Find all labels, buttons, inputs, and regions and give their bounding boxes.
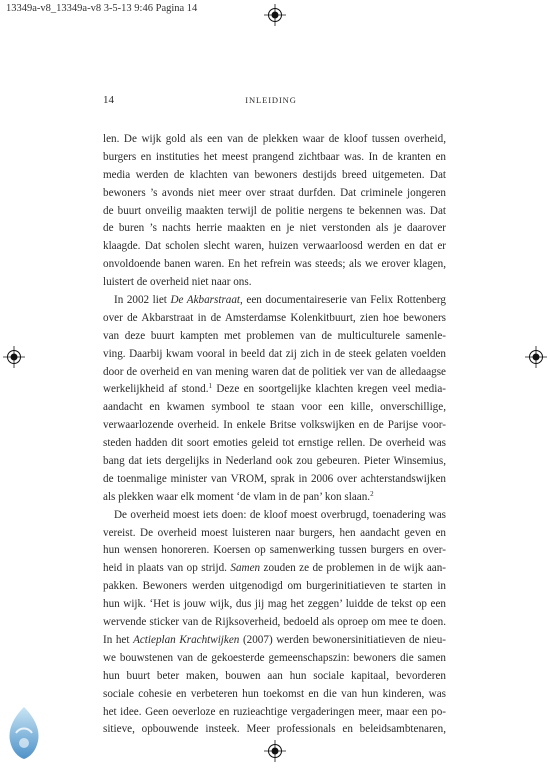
text-line: [103, 185, 446, 203]
text-line: [103, 578, 446, 596]
text-segment: , een documentaireserie van Felix Rottenberg: [240, 294, 446, 307]
running-head: [103, 94, 439, 108]
text-segment: burgers en instituties het meest prangend zichtbaar was. In de kranten en: [103, 150, 446, 163]
text-line: [103, 704, 446, 722]
text-segment: sitieve, opbouwende insteek. Meer professionals en beleidsambtenaren,: [103, 723, 446, 736]
text-segment: In het: [103, 633, 134, 646]
text-line: [103, 560, 446, 578]
text-segment: media werden de klachten van bewoners destijds breed uitgemeten. Dat: [103, 168, 446, 181]
text-line: [103, 614, 446, 632]
text-segment: we bouwstenen van de gekoesterde gemeenschapszin: bewoners die samen: [103, 651, 446, 664]
text-line: [103, 686, 446, 704]
text-segment: hun wijk. ‘Het is jouw wijk, dus jij mag het zeggen’ luidde de tekst op een: [103, 598, 446, 611]
text-segment: de toenmalige minister van VROM, sprak in 2006 over achterstandswijken: [103, 472, 446, 485]
text-line: [103, 650, 446, 668]
text-segment: de buurt onveilig maakten terwijl de politie nergens te bekennen was. Dat: [103, 204, 446, 217]
text-line: [103, 596, 446, 614]
text-segment: len. De wijk gold als een van de plekken waar de kloof tussen overheid,: [103, 133, 446, 145]
text-segment: van deze buurt kampten met problemen van de multiculturele samenle-: [103, 329, 446, 342]
text-line: [103, 131, 446, 149]
text-segment: luistert de overheid niet naar ons.: [103, 276, 252, 289]
text-line: [103, 274, 446, 292]
text-line: [103, 220, 446, 238]
text-segment: vereist. De overheid moest luisteren naar burgers, hen aandacht geven en: [103, 526, 446, 539]
text-line: [103, 525, 446, 543]
text-line: [103, 381, 446, 399]
text-line: [103, 238, 446, 256]
text-line: [103, 167, 446, 185]
text-segment: bang dat iets dergelijks in Nederland ook zou gebeuren. Pieter Winsemius,: [103, 455, 446, 468]
text-segment: ving. Daarbij kwam vooral in beeld dat zij zich in de steek gelaten voelden: [103, 347, 446, 360]
footnote-ref: 2: [370, 489, 374, 498]
text-line: [103, 668, 446, 686]
text-line: [103, 489, 446, 507]
text-line: [103, 149, 446, 167]
text-line: [103, 328, 446, 346]
text-segment: hun wensen honoreren. Koersen op samenwerking tussen burgers en over-: [103, 544, 446, 557]
text-segment: Deze en soortgelijke klachten kregen veel media-: [212, 383, 446, 396]
text-line: [103, 507, 446, 525]
text-segment: aandacht en kwamen symbool te staan voor een kille, onverschillige,: [103, 401, 446, 414]
text-line: [103, 417, 446, 435]
text-segment: zouden ze de problemen in de wijk aan-: [260, 562, 446, 575]
text-segment: pakken. Bewoners werden uitgenodigd om burgerinitiatieven te starten in: [103, 580, 446, 593]
watermark-logo-icon: [2, 703, 46, 763]
text-line: [103, 721, 446, 739]
text-line: [103, 632, 446, 650]
text-segment: In 2002 liet: [114, 294, 171, 307]
registration-mark-icon: [3, 346, 25, 368]
text-segment: hun buurt beter maken, bouwen aan hun sociale kapitaal, bevorderen: [103, 669, 446, 682]
text-segment: heid in plaats van op strijd.: [103, 562, 231, 575]
chapter-title: INLEIDING: [245, 95, 297, 105]
registration-mark-icon: [264, 4, 286, 26]
text-line: [103, 399, 446, 417]
text-segment: werkelijkheid af stond.: [103, 383, 209, 396]
text-line: [103, 346, 446, 364]
text-segment: onvoldoende banen waren. En het refrein was steeds; als we erover klagen,: [103, 258, 446, 271]
text-line: [103, 471, 446, 489]
text-line: [103, 453, 446, 471]
italic-title: Actieplan Krachtwijken: [133, 633, 240, 646]
registration-mark-icon: [525, 346, 547, 368]
text-line: [103, 310, 446, 328]
footnote-ref: 1: [208, 382, 213, 391]
print-slug: 13349a-v8_13349a-v8 3-5-13 9:46 Pagina 14: [6, 3, 198, 14]
italic-title: De Akbarstraat: [170, 294, 241, 307]
text-segment: (2007) werden bewonersinitiatieven de nieu-: [239, 633, 446, 646]
page-number: 14: [103, 94, 114, 106]
text-line: [103, 435, 446, 453]
text-segment: over de Akbarstraat in de Amsterdamse Kolenkitbuurt, zien hoe bewoners: [103, 311, 446, 324]
text-segment: sociale cohesie en verbeteren hun toekomst en die van hun kinderen, was: [103, 687, 446, 700]
text-segment: klaagde. Dat scholen slecht waren, huizen verwaarloosd werden en dat er: [103, 240, 446, 253]
text-segment: door de overheid en van mening waren dat de politiek ver van de alledaagse: [103, 365, 446, 378]
italic-title: Samen: [230, 562, 261, 575]
text-line: [103, 256, 446, 274]
body-text: [103, 131, 446, 739]
text-segment: steden hadden dit soort emoties geleid tot ernstige rellen. De overheid was: [103, 437, 446, 450]
text-segment: De overheid moest iets doen: de kloof moest overbrugd, toenadering was: [114, 508, 446, 521]
text-line: [103, 542, 446, 560]
text-line: [103, 292, 446, 310]
text-segment: als plekken waar elk moment ‘de vlam in de pan’ kon slaan.: [103, 490, 371, 503]
registration-mark-icon: [264, 740, 286, 762]
text-segment: bewoners ’s avonds niet meer over straat durfden. Dat criminele jongeren: [103, 186, 446, 199]
text-segment: de buren ’s nachts herrie maakten en je niet verstonden als je daarover: [103, 222, 446, 235]
text-segment: verwaarlozende overheid. In enkele Britse volkswijken en de Parijse voor-: [103, 419, 446, 432]
text-line: [103, 203, 446, 221]
text-segment: wervende sticker van de Rijksoverheid, bedoeld als oproep om mee te doen.: [103, 616, 446, 629]
text-line: [103, 364, 446, 382]
text-segment: het idee. Geen oeverloze en ruzieachtige vergaderingen meer, maar een po-: [103, 705, 446, 718]
